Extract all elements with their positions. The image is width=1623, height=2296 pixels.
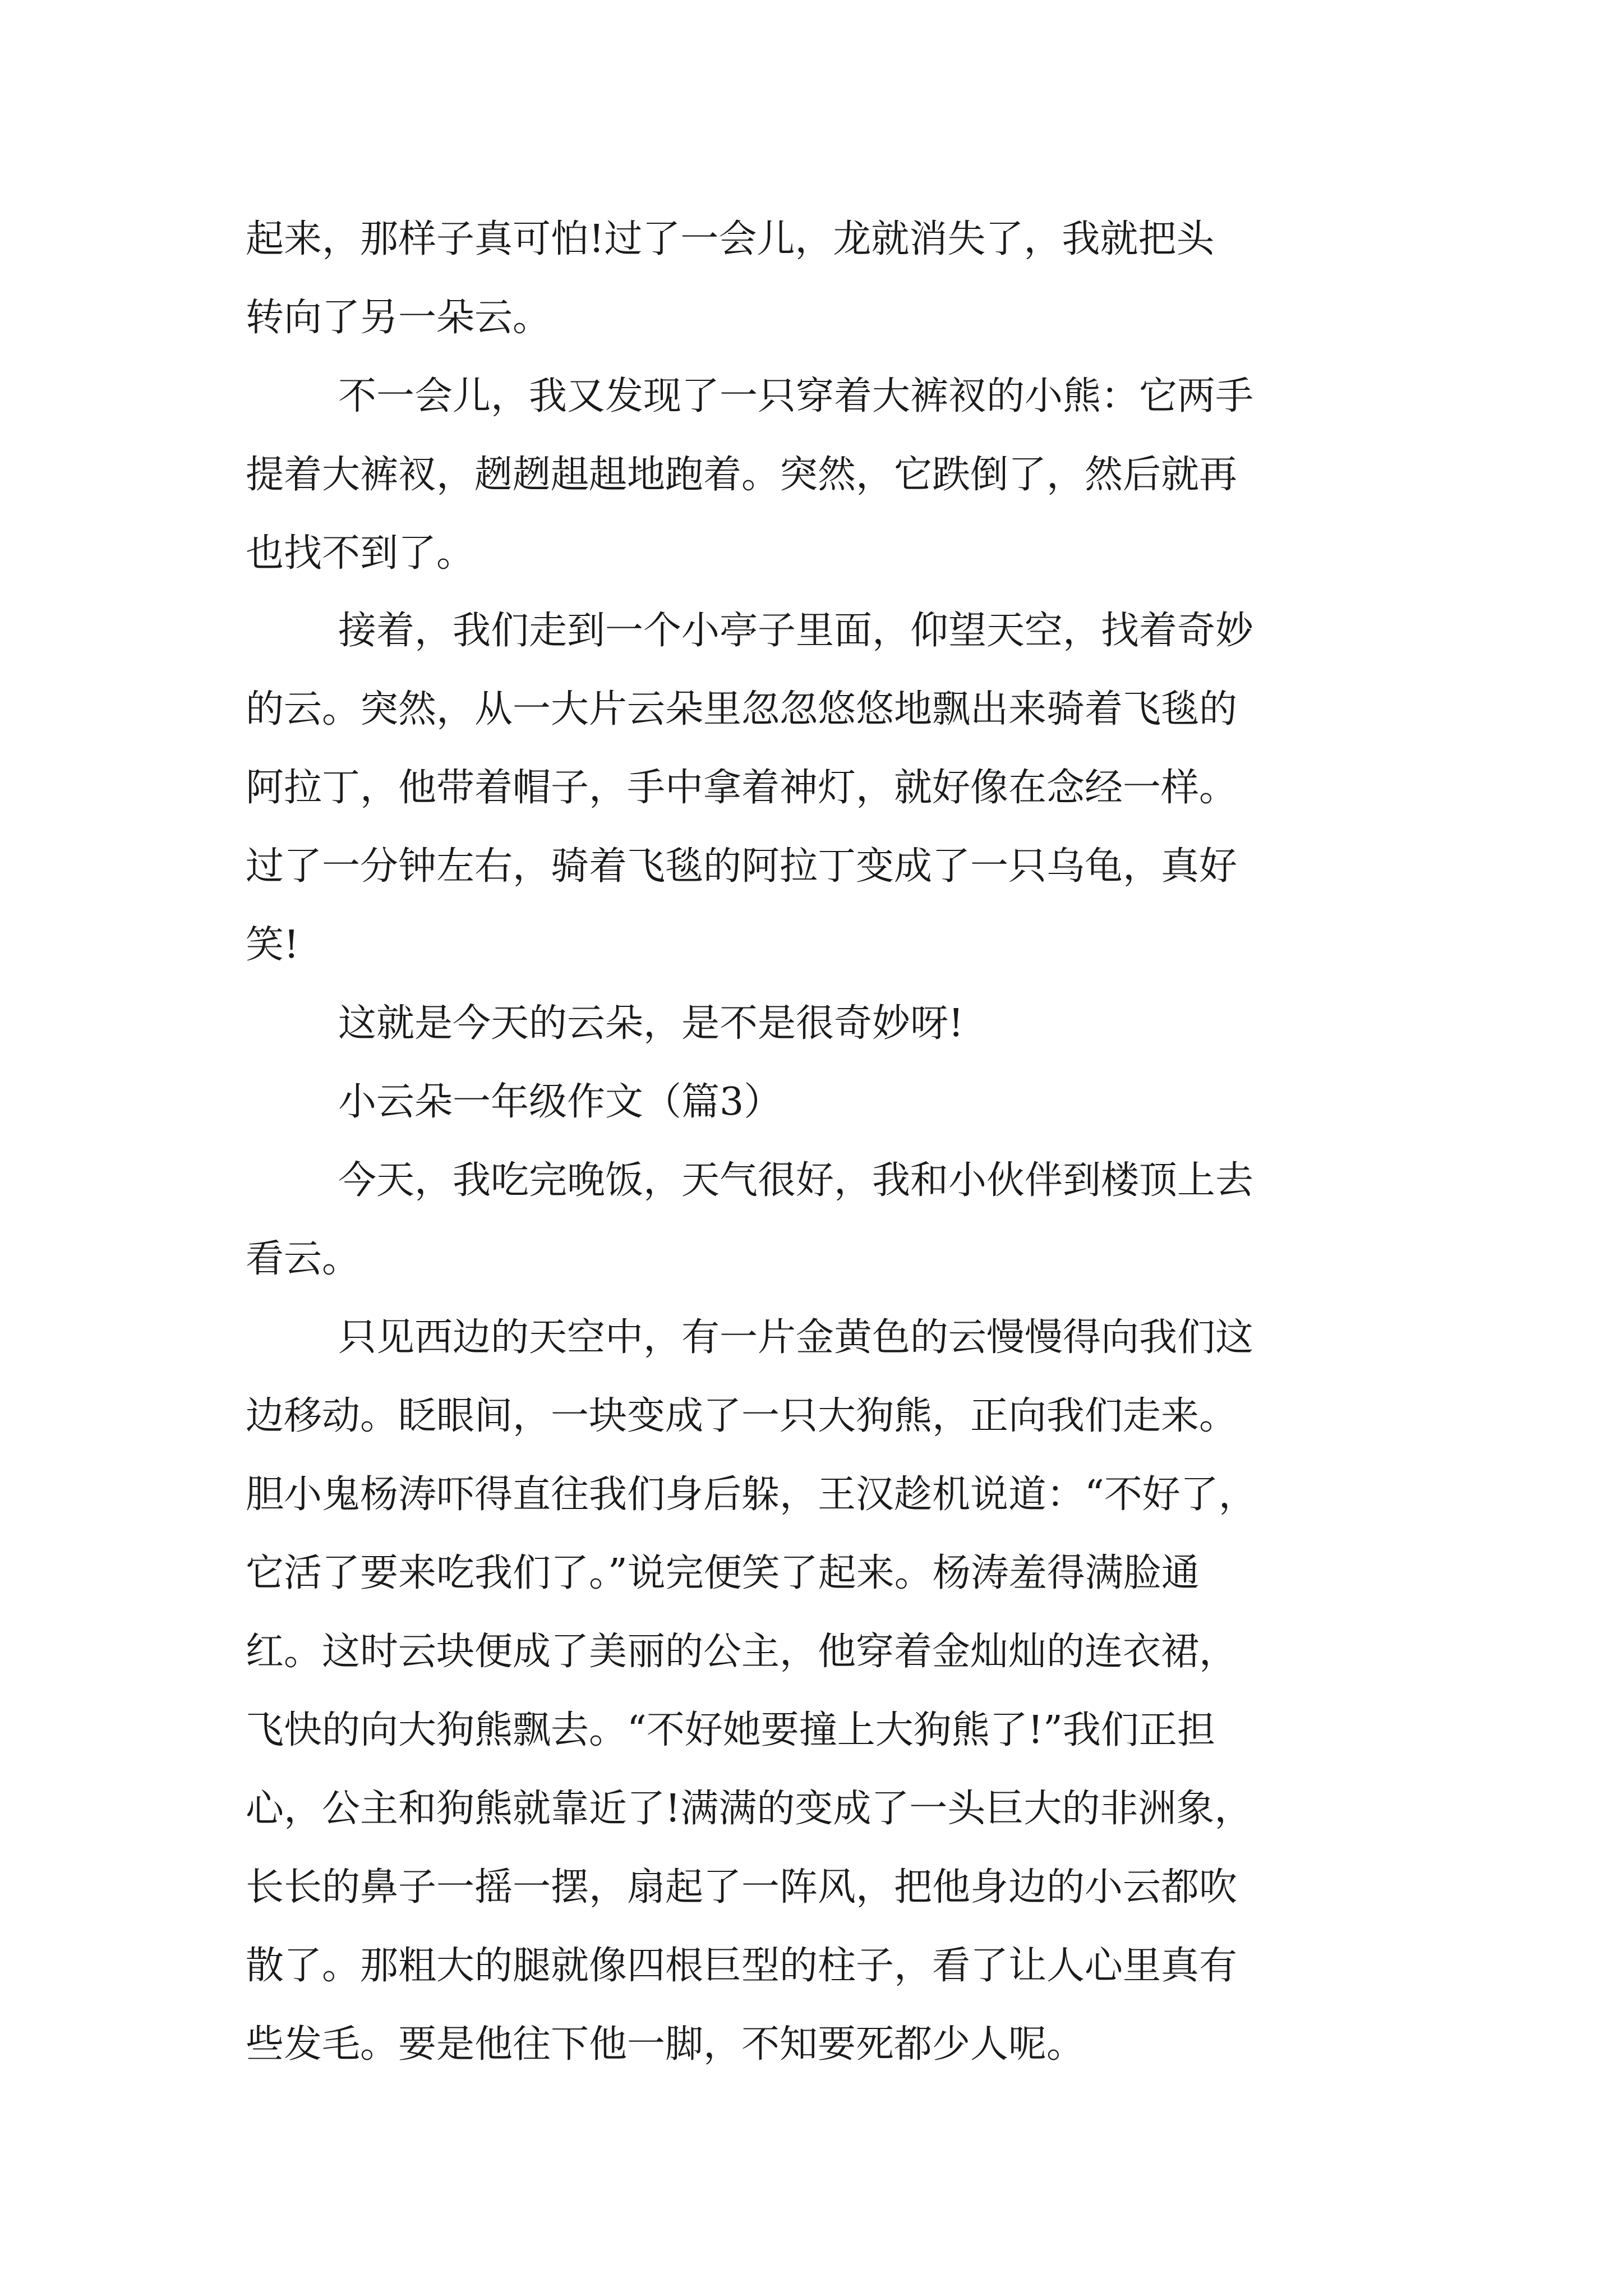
text-line: 些发毛。要是他往下他一脚，不知要死都少人呢。 <box>246 2022 1085 2067</box>
section-heading: 小云朵一年级作文（篇3） <box>338 1080 782 1124</box>
text-line: 只见西边的天空中，有一片金黄色的云慢慢得向我们这 <box>338 1315 1254 1360</box>
text-line: 过了一分钟左右，骑着飞毯的阿拉丁变成了一只乌龟，真好 <box>246 844 1238 889</box>
text-line: 的云。突然，从一大片云朵里忽忽悠悠地飘出来骑着飞毯的 <box>246 687 1238 731</box>
text-line: 也找不到了。 <box>246 531 475 576</box>
text-line: 它活了要来吃我们了。”说完便笑了起来。杨涛羞得满脸通 <box>246 1551 1200 1595</box>
text-line: 提着大裤衩，趔趔趄趄地跑着。突然，它跌倒了，然后就再 <box>246 453 1238 497</box>
text-line: 边移动。眨眼间，一块变成了一只大狗熊，正向我们走来。 <box>246 1394 1238 1438</box>
text-line: 阿拉丁，他带着帽子，手中拿着神灯，就好像在念经一样。 <box>246 766 1238 810</box>
text-line: 笑! <box>246 923 299 967</box>
text-line: 飞快的向大狗熊飘去。“不好她要撞上大狗熊了!”我们正担 <box>246 1708 1215 1752</box>
text-line: 胆小鬼杨涛吓得直往我们身后躲，王汉趁机说道：“不好了， <box>246 1473 1257 1517</box>
text-line: 这就是今天的云朵，是不是很奇妙呀! <box>338 1001 964 1046</box>
text-line: 接着，我们走到一个小亭子里面，仰望天空，找着奇妙 <box>338 609 1254 653</box>
text-line: 散了。那粗大的腿就像四根巨型的柱子，看了让人心里真有 <box>246 1944 1238 1988</box>
text-line: 红。这时云块便成了美丽的公主，他穿着金灿灿的连衣裙， <box>246 1630 1238 1674</box>
text-line: 看云。 <box>246 1237 361 1281</box>
text-line: 起来，那样子真可怕!过了一会儿，龙就消失了，我就把头 <box>246 217 1215 261</box>
text-line: 今天，我吃完晚饭，天气很好，我和小伙伴到楼顶上去 <box>338 1158 1254 1203</box>
text-line: 心，公主和狗熊就靠近了!满满的变成了一头巨大的非洲象， <box>246 1787 1253 1831</box>
text-line: 转向了另一朵云。 <box>246 296 551 340</box>
text-line: 长长的鼻子一摇一摆，扇起了一阵风，把他身边的小云都吹 <box>246 1865 1238 1910</box>
text-line: 不一会儿，我又发现了一只穿着大裤衩的小熊：它两手 <box>338 374 1254 418</box>
